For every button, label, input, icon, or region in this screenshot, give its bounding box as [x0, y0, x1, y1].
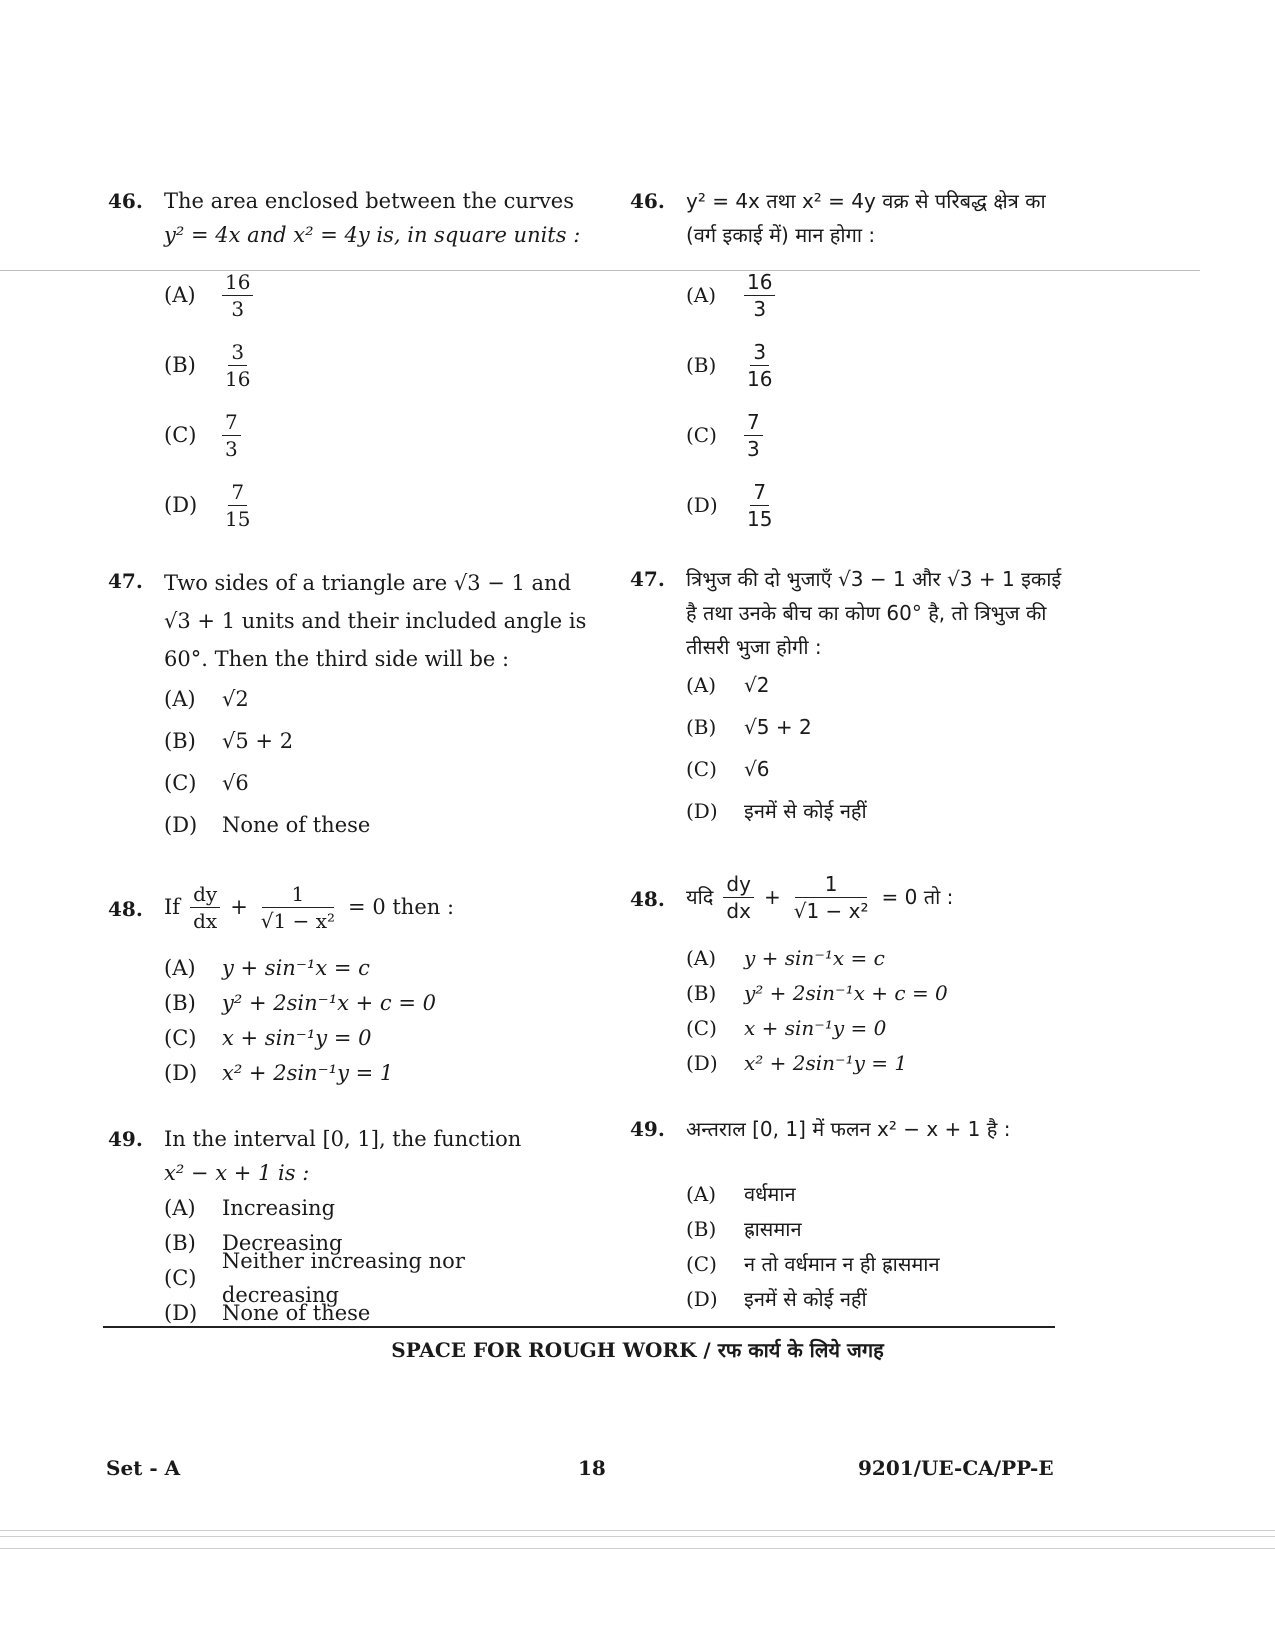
question-text: अन्तराल [0, 1] में फलन x² − x + 1 है :	[686, 1117, 1011, 1141]
question-46-hi	[630, 184, 1120, 540]
question-number: 49.	[108, 1127, 143, 1151]
fraction: $\frac{7}{3}$	[744, 409, 763, 462]
option-c: (C) √6	[164, 771, 249, 795]
question-text: यदि $\frac{dy}{dx}$ + $\frac{1}{\text{√1 − x²}}$ = 0 तो :	[686, 871, 954, 923]
question-49-hi	[630, 1112, 1120, 1316]
option-a: (A) y + sin⁻¹x = c	[686, 945, 885, 970]
option-d: (D) x² + 2sin⁻¹y = 1	[686, 1050, 908, 1075]
question-text: त्रिभुज की दो भुजाएँ √3 − 1 और √3 + 1 इकाई है तथा उनके बीच का कोण 60° है, तो त्रिभुज की तीसरी भुजा होगी :	[686, 567, 1062, 659]
option-a: (A) वर्धमान	[686, 1181, 796, 1206]
option-a: (A) √2	[164, 687, 249, 711]
question-number: 48.	[108, 897, 143, 921]
option-b: (B) ह्रासमान	[686, 1216, 802, 1241]
rough-work-divider	[103, 1326, 1055, 1328]
option-a: (A) Increasing	[164, 1195, 336, 1220]
scan-edge	[0, 1536, 1275, 1537]
question-number: 46.	[108, 189, 143, 213]
option-d: (D) इनमें से कोई नहीं	[686, 799, 867, 823]
question-number: 47.	[630, 567, 665, 591]
question-number: 49.	[630, 1117, 665, 1141]
hindi-column	[630, 0, 1120, 1320]
question-text: Two sides of a triangle are √3 − 1 and √3 + 1 units and their included angle is 60°. Then the third side will be :	[164, 571, 587, 671]
scan-edge	[0, 1548, 1275, 1549]
fraction: $\frac{16}{3}$	[744, 269, 775, 322]
option-a: (A) y + sin⁻¹x = c	[164, 955, 370, 980]
question-text: The area enclosed between the curves y² = 4x and x² = 4y is, in square units :	[164, 189, 581, 247]
footer-set: Set - A	[106, 1456, 181, 1480]
question-number: 48.	[630, 887, 665, 911]
option-c: (C) $\frac{7}{3}$	[164, 400, 588, 470]
option-b: (B) $\frac{3}{16}$	[686, 330, 1120, 400]
fraction-one-over-root: $\frac{1}{\text{√1 − x²}}$	[260, 881, 336, 933]
rough-work-caption: SPACE FOR ROUGH WORK / रफ कार्य के लिये जगह	[391, 1338, 884, 1362]
option-c: (C) x + sin⁻¹y = 0	[686, 1015, 887, 1040]
option-d: (D) इनमें से कोई नहीं	[686, 1286, 867, 1311]
option-b: (B) $\frac{3}{16}$	[164, 330, 588, 400]
question-47-en	[108, 564, 588, 846]
option-d: (D) $\frac{7}{15}$	[164, 470, 588, 540]
option-d: (D) x² + 2sin⁻¹y = 1	[164, 1060, 394, 1085]
fraction-dy-dx: $\frac{dy}{dx}$	[723, 871, 754, 924]
footer-paper-code: 9201/UE-CA/PP-E	[858, 1456, 1054, 1480]
question-number: 47.	[108, 569, 143, 593]
question-text: If $\frac{dy}{dx}$ + $\frac{1}{\text{√1 − x²}}$ = 0 then :	[164, 881, 455, 933]
option-b: (B) √5 + 2	[686, 715, 812, 739]
option-b: (B) y² + 2sin⁻¹x + c = 0	[164, 990, 436, 1015]
option-c: (C) √6	[686, 757, 770, 781]
option-c: (C) x + sin⁻¹y = 0	[164, 1025, 372, 1050]
option-b: (B) y² + 2sin⁻¹x + c = 0	[686, 980, 948, 1005]
fraction-one-over-root: $\frac{1}{\text{√1 − x²}}$	[793, 871, 869, 923]
option-c: (C) Neither increasing nor decreasing	[164, 1248, 465, 1307]
fraction: $\frac{7}{3}$	[222, 409, 241, 462]
fraction: $\frac{7}{15}$	[747, 479, 773, 531]
fraction: $\frac{3}{16}$	[225, 339, 251, 391]
option-d: (D) None of these	[164, 1300, 371, 1325]
question-49-en	[108, 1122, 588, 1330]
option-b: (B) Decreasing	[164, 1230, 343, 1255]
question-46-en	[108, 184, 588, 540]
fraction: $\frac{3}{16}$	[747, 339, 773, 391]
fraction: $\frac{7}{15}$	[225, 479, 251, 531]
footer-page-number: 18	[578, 1456, 606, 1480]
option-c: (C) $\frac{7}{3}$	[686, 400, 1120, 470]
scan-edge	[0, 1530, 1275, 1531]
option-a: (A) √2	[686, 673, 770, 697]
question-text: y² = 4x तथा x² = 4y वक्र से परिबद्ध क्षेत्र का (वर्ग इकाई में) मान होगा :	[686, 189, 1046, 247]
fraction-dy-dx: $\frac{dy}{dx}$	[190, 881, 220, 934]
english-column	[108, 0, 588, 1325]
option-d: (D) $\frac{7}{15}$	[686, 470, 1120, 540]
question-text: In the interval [0, 1], the function x² − x + 1 is :	[164, 1127, 522, 1185]
question-48-en	[108, 872, 588, 1090]
question-47-hi	[630, 562, 1120, 832]
option-b: (B) √5 + 2	[164, 729, 294, 753]
fraction: $\frac{16}{3}$	[222, 269, 253, 322]
question-48-hi	[630, 862, 1120, 1080]
option-c: (C) न तो वर्धमान न ही ह्रासमान	[686, 1251, 940, 1276]
option-d: (D) None of these	[164, 813, 371, 837]
option-a: (A) $\frac{16}{3}$	[686, 260, 1120, 330]
question-number: 46.	[630, 189, 665, 213]
option-a: (A) $\frac{16}{3}$	[164, 260, 588, 330]
